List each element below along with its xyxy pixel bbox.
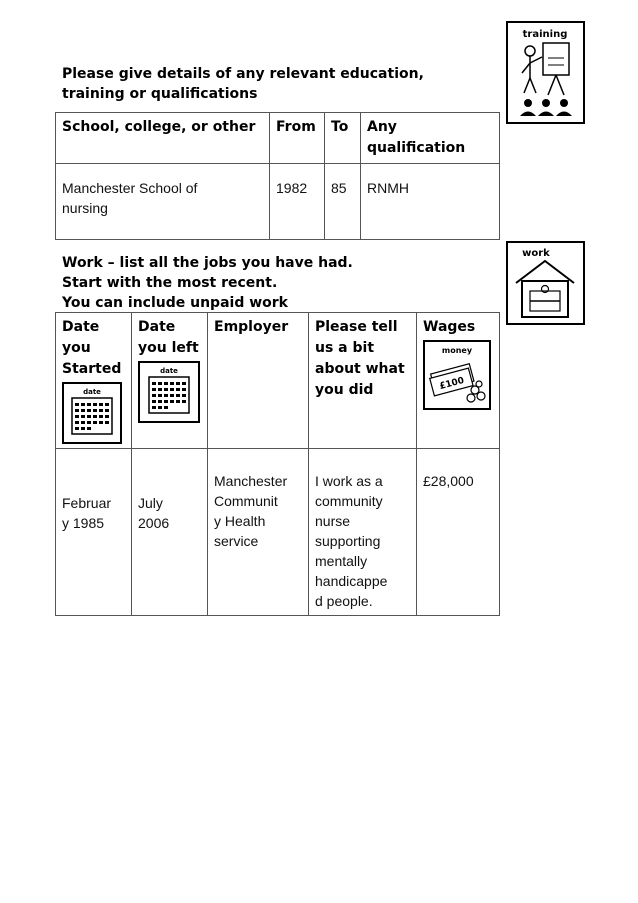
employer-cell: Manchester Communit y Health service <box>208 449 309 616</box>
to-cell: 85 <box>325 164 361 240</box>
column-header-from: From <box>270 113 325 164</box>
school-cell: Manchester School of nursing <box>56 164 270 240</box>
table-row <box>56 164 500 240</box>
wages-cell: £28,000 <box>417 449 500 616</box>
column-header-to: To <box>325 113 361 164</box>
work-house-icon <box>506 241 585 325</box>
date-left-cell: July 2006 <box>132 449 208 616</box>
education-table <box>55 112 500 240</box>
work-heading: Work – list all the jobs you have had. Start with the most recent. You can include unpaid work <box>62 255 353 311</box>
training-icon-label: training <box>522 29 568 40</box>
work-icon-label: work <box>522 248 550 259</box>
column-header-school: School, college, or other <box>56 113 270 164</box>
column-header-date-left: Date you left date <box>132 313 208 449</box>
date-started-cell: Februar y 1985 <box>56 449 132 616</box>
column-header-qualification: Any qualification <box>361 113 500 164</box>
column-header-description: Please tell us a bit about what you did <box>309 313 417 449</box>
column-header-employer: Employer <box>208 313 309 449</box>
training-picture-icon <box>506 21 585 124</box>
education-heading: Please give details of any relevant education, training or qualifications <box>62 66 424 102</box>
description-cell: I work as a community nurse supporting mentally handicappe d people. <box>309 449 417 616</box>
svg-text:date: date <box>83 388 101 396</box>
table-row <box>56 449 500 616</box>
svg-text:£100: £100 <box>438 375 466 393</box>
svg-text:money: money <box>441 346 473 355</box>
qualification-cell: RNMH <box>361 164 500 240</box>
calendar-icon <box>138 361 200 423</box>
calendar-icon <box>62 382 122 444</box>
svg-text:date: date <box>160 367 178 375</box>
from-cell: 1982 <box>270 164 325 240</box>
work-table <box>55 312 500 616</box>
money-icon <box>423 340 491 410</box>
column-header-date-started: Date you Started date <box>56 313 132 449</box>
column-header-wages: Wages money £100 <box>417 313 500 449</box>
